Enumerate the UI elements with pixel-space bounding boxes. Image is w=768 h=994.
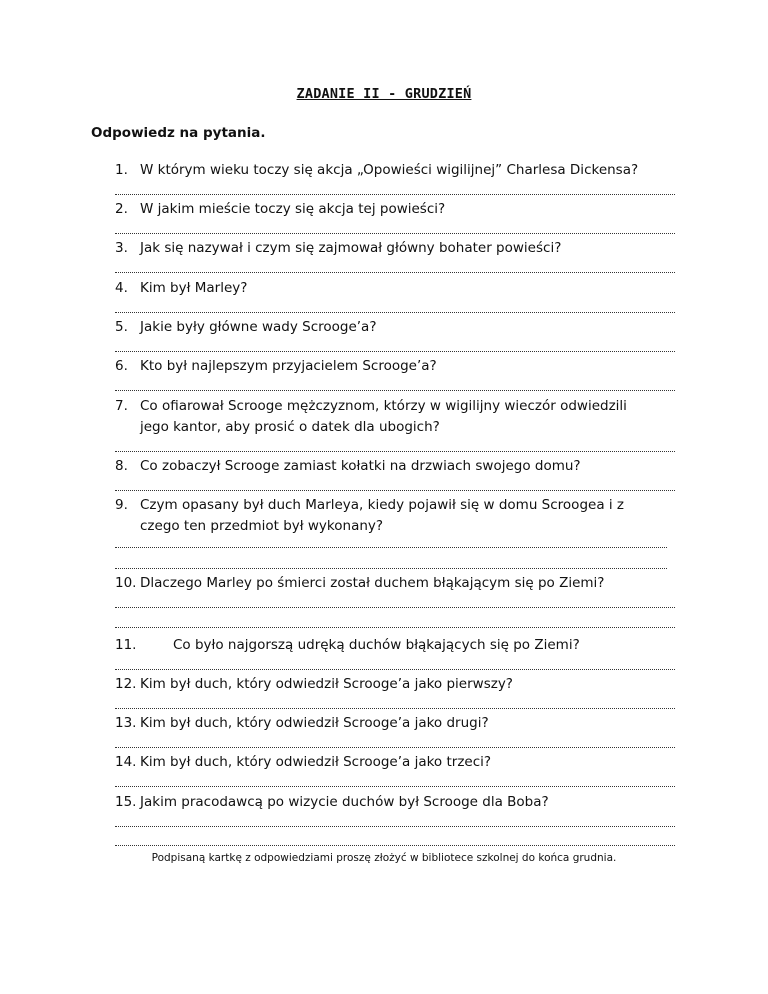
- answer-line[interactable]: [115, 547, 667, 548]
- question-text: Co zobaczył Scrooge zamiast kołatki na drzwiach swojego domu?: [140, 458, 581, 474]
- question-text-continued: jego kantor, aby prosić o datek dla ubogich?: [140, 419, 440, 435]
- answer-line[interactable]: [115, 451, 675, 452]
- question-text: Kim był duch, który odwiedził Scrooge’a jako trzeci?: [140, 754, 492, 770]
- question-1: [115, 160, 675, 181]
- question-number: 2.: [115, 201, 128, 217]
- page-title: ZADANIE II - GRUDZIEŃ: [296, 86, 472, 102]
- question-8: [115, 456, 675, 477]
- question-number: 15.: [115, 794, 137, 810]
- question-7: [115, 396, 675, 438]
- question-number: 7.: [115, 398, 128, 414]
- answer-line[interactable]: [115, 826, 675, 827]
- question-text: Kto był najlepszym przyjacielem Scrooge’a?: [140, 358, 437, 374]
- question-14: [115, 752, 675, 773]
- question-text: Co ofiarował Scrooge mężczyznom, którzy w wigilijny wieczór odwiedzili: [140, 398, 627, 414]
- question-11: [115, 635, 675, 656]
- question-number: 8.: [115, 458, 128, 474]
- answer-line[interactable]: [115, 568, 667, 569]
- answer-line[interactable]: [115, 194, 675, 195]
- footer-note: Podpisaną kartkę z odpowiedziami proszę złożyć w bibliotece szkolnej do końca grudnia.: [151, 852, 617, 864]
- question-text: Czym opasany był duch Marleya, kiedy pojawił się w domu Scroogea i z: [140, 497, 625, 513]
- question-12: [115, 674, 675, 695]
- answer-line[interactable]: [115, 786, 675, 787]
- question-4: [115, 278, 675, 299]
- question-text: Kim był duch, który odwiedził Scrooge’a jako pierwszy?: [140, 676, 513, 692]
- question-number: 6.: [115, 358, 128, 374]
- question-number: 5.: [115, 319, 128, 335]
- question-number: 14.: [115, 754, 137, 770]
- question-15: [115, 792, 675, 813]
- answer-line[interactable]: [115, 233, 675, 234]
- answer-line[interactable]: [115, 272, 675, 273]
- question-number: 10.: [115, 575, 137, 591]
- answer-line[interactable]: [115, 490, 675, 491]
- question-text: Kim był duch, który odwiedził Scrooge’a jako drugi?: [140, 715, 489, 731]
- question-9: [115, 495, 675, 537]
- question-number: 4.: [115, 280, 128, 296]
- question-text: Jakie były główne wady Scrooge’a?: [140, 319, 377, 335]
- question-2: [115, 199, 675, 220]
- answer-line[interactable]: [115, 627, 675, 628]
- question-text: W jakim mieście toczy się akcja tej powieści?: [140, 201, 446, 217]
- answer-line[interactable]: [115, 669, 675, 670]
- answer-line[interactable]: [115, 351, 675, 352]
- question-6: [115, 356, 675, 377]
- instructions: Odpowiedz na pytania.: [91, 125, 266, 141]
- answer-line[interactable]: [115, 708, 675, 709]
- question-text: Dlaczego Marley po śmierci został duchem błąkającym się po Ziemi?: [140, 575, 605, 591]
- question-13: [115, 713, 675, 734]
- question-text: Co było najgorszą udręką duchów błąkających się po Ziemi?: [173, 637, 580, 653]
- question-text: Jak się nazywał i czym się zajmował główny bohater powieści?: [140, 240, 562, 256]
- question-3: [115, 238, 675, 259]
- question-number: 3.: [115, 240, 128, 256]
- answer-line[interactable]: [115, 747, 675, 748]
- question-number: 13.: [115, 715, 137, 731]
- question-10: [115, 573, 675, 594]
- answer-line[interactable]: [115, 390, 675, 391]
- answer-line[interactable]: [115, 312, 675, 313]
- question-text: Kim był Marley?: [140, 280, 248, 296]
- question-number: 12.: [115, 676, 137, 692]
- question-number: 1.: [115, 162, 128, 178]
- question-text-continued: czego ten przedmiot był wykonany?: [140, 518, 384, 534]
- question-number: 11.: [115, 637, 137, 653]
- question-text: W którym wieku toczy się akcja „Opowieści wigilijnej” Charlesa Dickensa?: [140, 162, 639, 178]
- answer-line[interactable]: [115, 607, 675, 608]
- question-5: [115, 317, 675, 338]
- question-number: 9.: [115, 497, 128, 513]
- answer-line[interactable]: [115, 845, 675, 846]
- question-text: Jakim pracodawcą po wizycie duchów był Scrooge dla Boba?: [140, 794, 549, 810]
